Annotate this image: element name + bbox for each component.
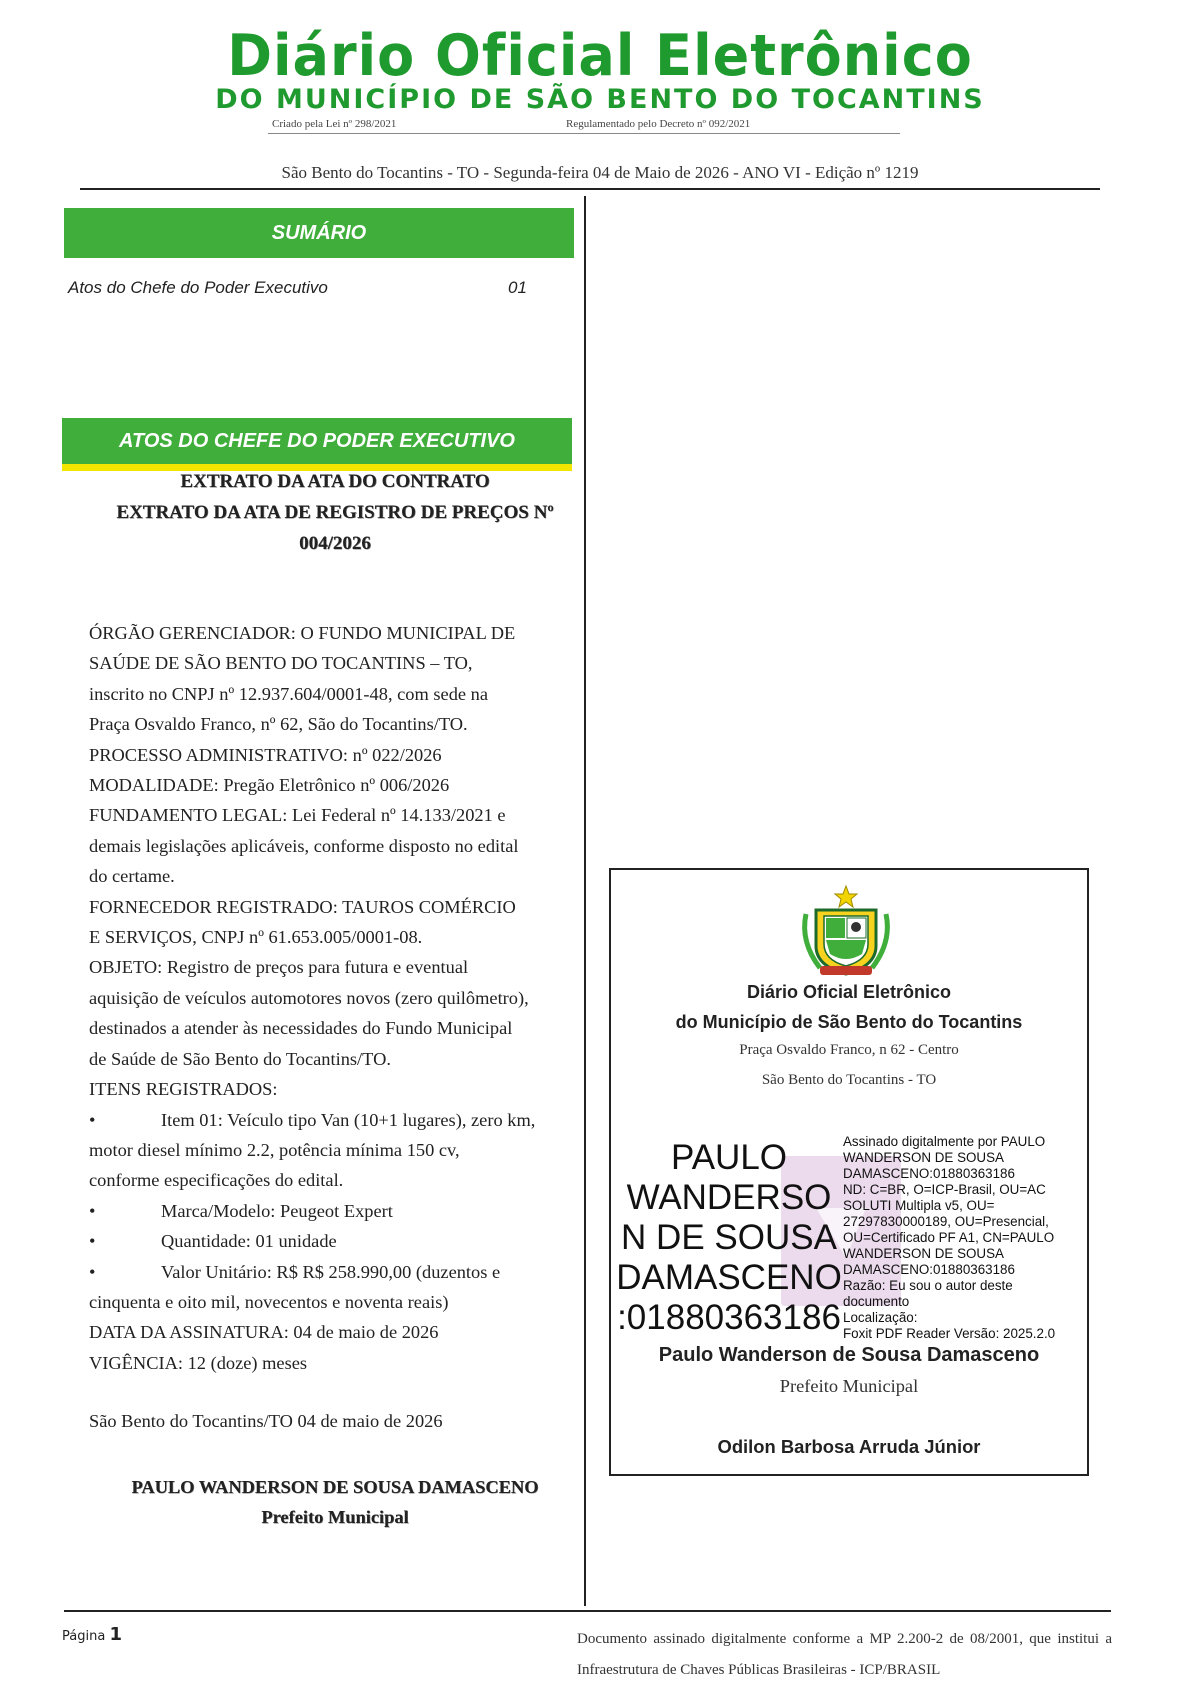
- box-secretary-name: Odilon Barbosa Arruda Júnior: [717, 1436, 981, 1457]
- body-line: destinados a atender às necessidades do Fundo Municipal: [89, 1018, 513, 1039]
- box-title-1: Diário Oficial Eletrônico: [746, 982, 952, 1002]
- body-line: inscrito no CNPJ nº 12.937.604/0001-48, com sede na: [89, 683, 489, 704]
- body-line: SAÚDE DE SÃO BENTO DO TOCANTINS – TO,: [89, 653, 473, 674]
- body-line: FUNDAMENTO LEGAL: Lei Federal nº 14.133/2021 e: [89, 805, 506, 826]
- digital-signature-details[interactable]: [843, 1134, 1091, 1342]
- body-line: ÓRGÃO GERENCIADOR: O FUNDO MUNICIPAL DE: [89, 623, 516, 643]
- signature-detail-line: 27297830000189, OU=Presencial,: [843, 1214, 1049, 1229]
- signature-name-line: WANDERSO: [626, 1178, 832, 1217]
- bullet-icon: •: [89, 1109, 96, 1130]
- municipal-crest-icon: [796, 884, 896, 980]
- validity: VIGÊNCIA: 12 (doze) meses: [89, 1352, 308, 1373]
- summary-item-label[interactable]: Atos do Chefe do Poder Executivo: [68, 278, 328, 297]
- bullet-icon: •: [89, 1261, 96, 1282]
- item-line: [89, 1105, 589, 1135]
- page-indicator: [62, 1624, 122, 1645]
- brand-text: Marca/Modelo: Peugeot Expert: [161, 1200, 393, 1221]
- signature-detail-line: DAMASCENO:01880363186: [843, 1262, 1015, 1277]
- unit-value-text: Valor Unitário: R$ R$ 258.990,00 (duzentos e: [161, 1261, 501, 1282]
- signature-name-line: DAMASCENO: [616, 1258, 842, 1297]
- quantity-line: [89, 1226, 589, 1256]
- signature-date: DATA DA ASSINATURA: 04 de maio de 2026: [89, 1322, 439, 1343]
- signature-detail-line: Localização:: [843, 1310, 918, 1325]
- footer-note: Documento assinado digitalmente conforme a MP 2.200-2 de 08/2001, que institui a Infraestrutura de Chaves Públicas Brasileiras - ICP/BRASIL: [577, 1631, 1112, 1678]
- signature-detail-line: Foxit PDF Reader Versão: 2025.2.0: [843, 1326, 1056, 1341]
- masthead-divider: [268, 133, 900, 134]
- body-line: demais legislações aplicáveis, conforme disposto no edital: [89, 835, 519, 856]
- body-line: cinquenta e oito mil, novecentos e noventa reais): [89, 1291, 449, 1312]
- body-line: OBJETO: Registro de preços para futura e eventual: [89, 957, 469, 978]
- box-address-1: Praça Osvaldo Franco, n 62 - Centro: [739, 1042, 959, 1058]
- header-divider: [80, 188, 1100, 190]
- unit-value-line: [89, 1257, 589, 1287]
- page-label: Página: [62, 1629, 106, 1644]
- body-line: do certame.: [89, 866, 175, 887]
- signature-detail-line: Razão: Eu sou o autor deste: [843, 1278, 1013, 1293]
- signature-name-line: N DE SOUSA: [621, 1218, 837, 1257]
- body-line: MODALIDADE: Pregão Eletrônico nº 006/2026: [89, 775, 450, 796]
- body-line: FORNECEDOR REGISTRADO: TAUROS COMÉRCIO: [89, 896, 516, 917]
- place-date: São Bento do Tocantins/TO 04 de maio de 2026: [89, 1411, 443, 1431]
- publisher-box: [609, 868, 1089, 1476]
- signature-name-line: :01880363186: [617, 1298, 841, 1337]
- bullet-icon: •: [89, 1200, 96, 1221]
- box-title-2: do Município de São Bento do Tocantins: [675, 1012, 1023, 1032]
- extract-heading-2: EXTRATO DA ATA DE REGISTRO DE PREÇOS Nº: [116, 502, 554, 523]
- body-line: de Saúde de São Bento do Tocantins/TO.: [89, 1048, 391, 1069]
- masthead-subtitle: DO MUNICÍPIO DE SÃO BENTO DO TOCANTINS: [215, 84, 985, 115]
- box-mayor-name: Paulo Wanderson de Sousa Damasceno: [658, 1344, 1040, 1366]
- footer-divider: [64, 1610, 1111, 1612]
- extract-heading-3: 004/2026: [299, 533, 371, 554]
- signer-name: PAULO WANDERSON DE SOUSA DAMASCENO: [131, 1477, 539, 1497]
- signature-detail-line: Assinado digitalmente por PAULO: [843, 1134, 1046, 1149]
- signature-detail-line: documento: [843, 1294, 910, 1309]
- signature-name-line: PAULO: [670, 1138, 788, 1177]
- creation-law: Criado pela Lei nº 298/2021: [272, 118, 397, 130]
- signature-detail-line: DAMASCENO:01880363186: [843, 1166, 1015, 1181]
- body-line: PROCESSO ADMINISTRATIVO: nº 022/2026: [89, 744, 442, 765]
- signature-detail-line: ND: C=BR, O=ICP-Brasil, OU=AC: [843, 1182, 1046, 1197]
- signature-detail-line: SOLUTI Multipla v5, OU=: [843, 1198, 995, 1213]
- signature-detail-line: WANDERSON DE SOUSA: [843, 1150, 1004, 1165]
- body-line: Praça Osvaldo Franco, nº 62, São do Tocantins/TO.: [89, 714, 468, 735]
- body-line: motor diesel mínimo 2.2, potência mínima 150 cv,: [89, 1139, 460, 1160]
- box-address-2: São Bento do Tocantins - TO: [761, 1072, 937, 1088]
- signer-role: Prefeito Municipal: [261, 1507, 409, 1527]
- section-title: ATOS DO CHEFE DO PODER EXECUTIVO: [62, 418, 572, 471]
- body-line: ITENS REGISTRADOS:: [89, 1079, 278, 1100]
- extract-body: [89, 618, 589, 1378]
- digital-signature-name: [613, 1138, 845, 1338]
- page-number: 1: [109, 1624, 122, 1645]
- item-text: Item 01: Veículo tipo Van (10+1 lugares), zero km,: [161, 1109, 536, 1130]
- bullet-icon: •: [89, 1231, 96, 1252]
- masthead-title: Diário Oficial Eletrônico: [227, 22, 973, 89]
- body-line: E SERVIÇOS, CNPJ nº 61.653.005/0001-08.: [89, 927, 423, 948]
- signature-detail-line: WANDERSON DE SOUSA: [843, 1246, 1004, 1261]
- quantity-text: Quantidade: 01 unidade: [161, 1231, 337, 1252]
- box-mayor-role: Prefeito Municipal: [779, 1376, 919, 1396]
- edition-line: São Bento do Tocantins - TO - Segunda-feira 04 de Maio de 2026 - ANO VI - Edição nº 1219: [281, 163, 919, 182]
- summary-item-page: 01: [508, 278, 527, 297]
- body-line: aquisição de veículos automotores novos (zero quilômetro),: [89, 987, 529, 1008]
- brand-line: [89, 1196, 589, 1226]
- body-line: conforme especificações do edital.: [89, 1170, 344, 1191]
- extract-heading-1: EXTRATO DA ATA DO CONTRATO: [180, 471, 490, 492]
- signature-detail-line: OU=Certificado PF A1, CN=PAULO: [843, 1230, 1055, 1245]
- regulation-decree: Regulamentado pelo Decreto nº 092/2021: [566, 118, 751, 130]
- summary-title: SUMÁRIO: [64, 208, 574, 258]
